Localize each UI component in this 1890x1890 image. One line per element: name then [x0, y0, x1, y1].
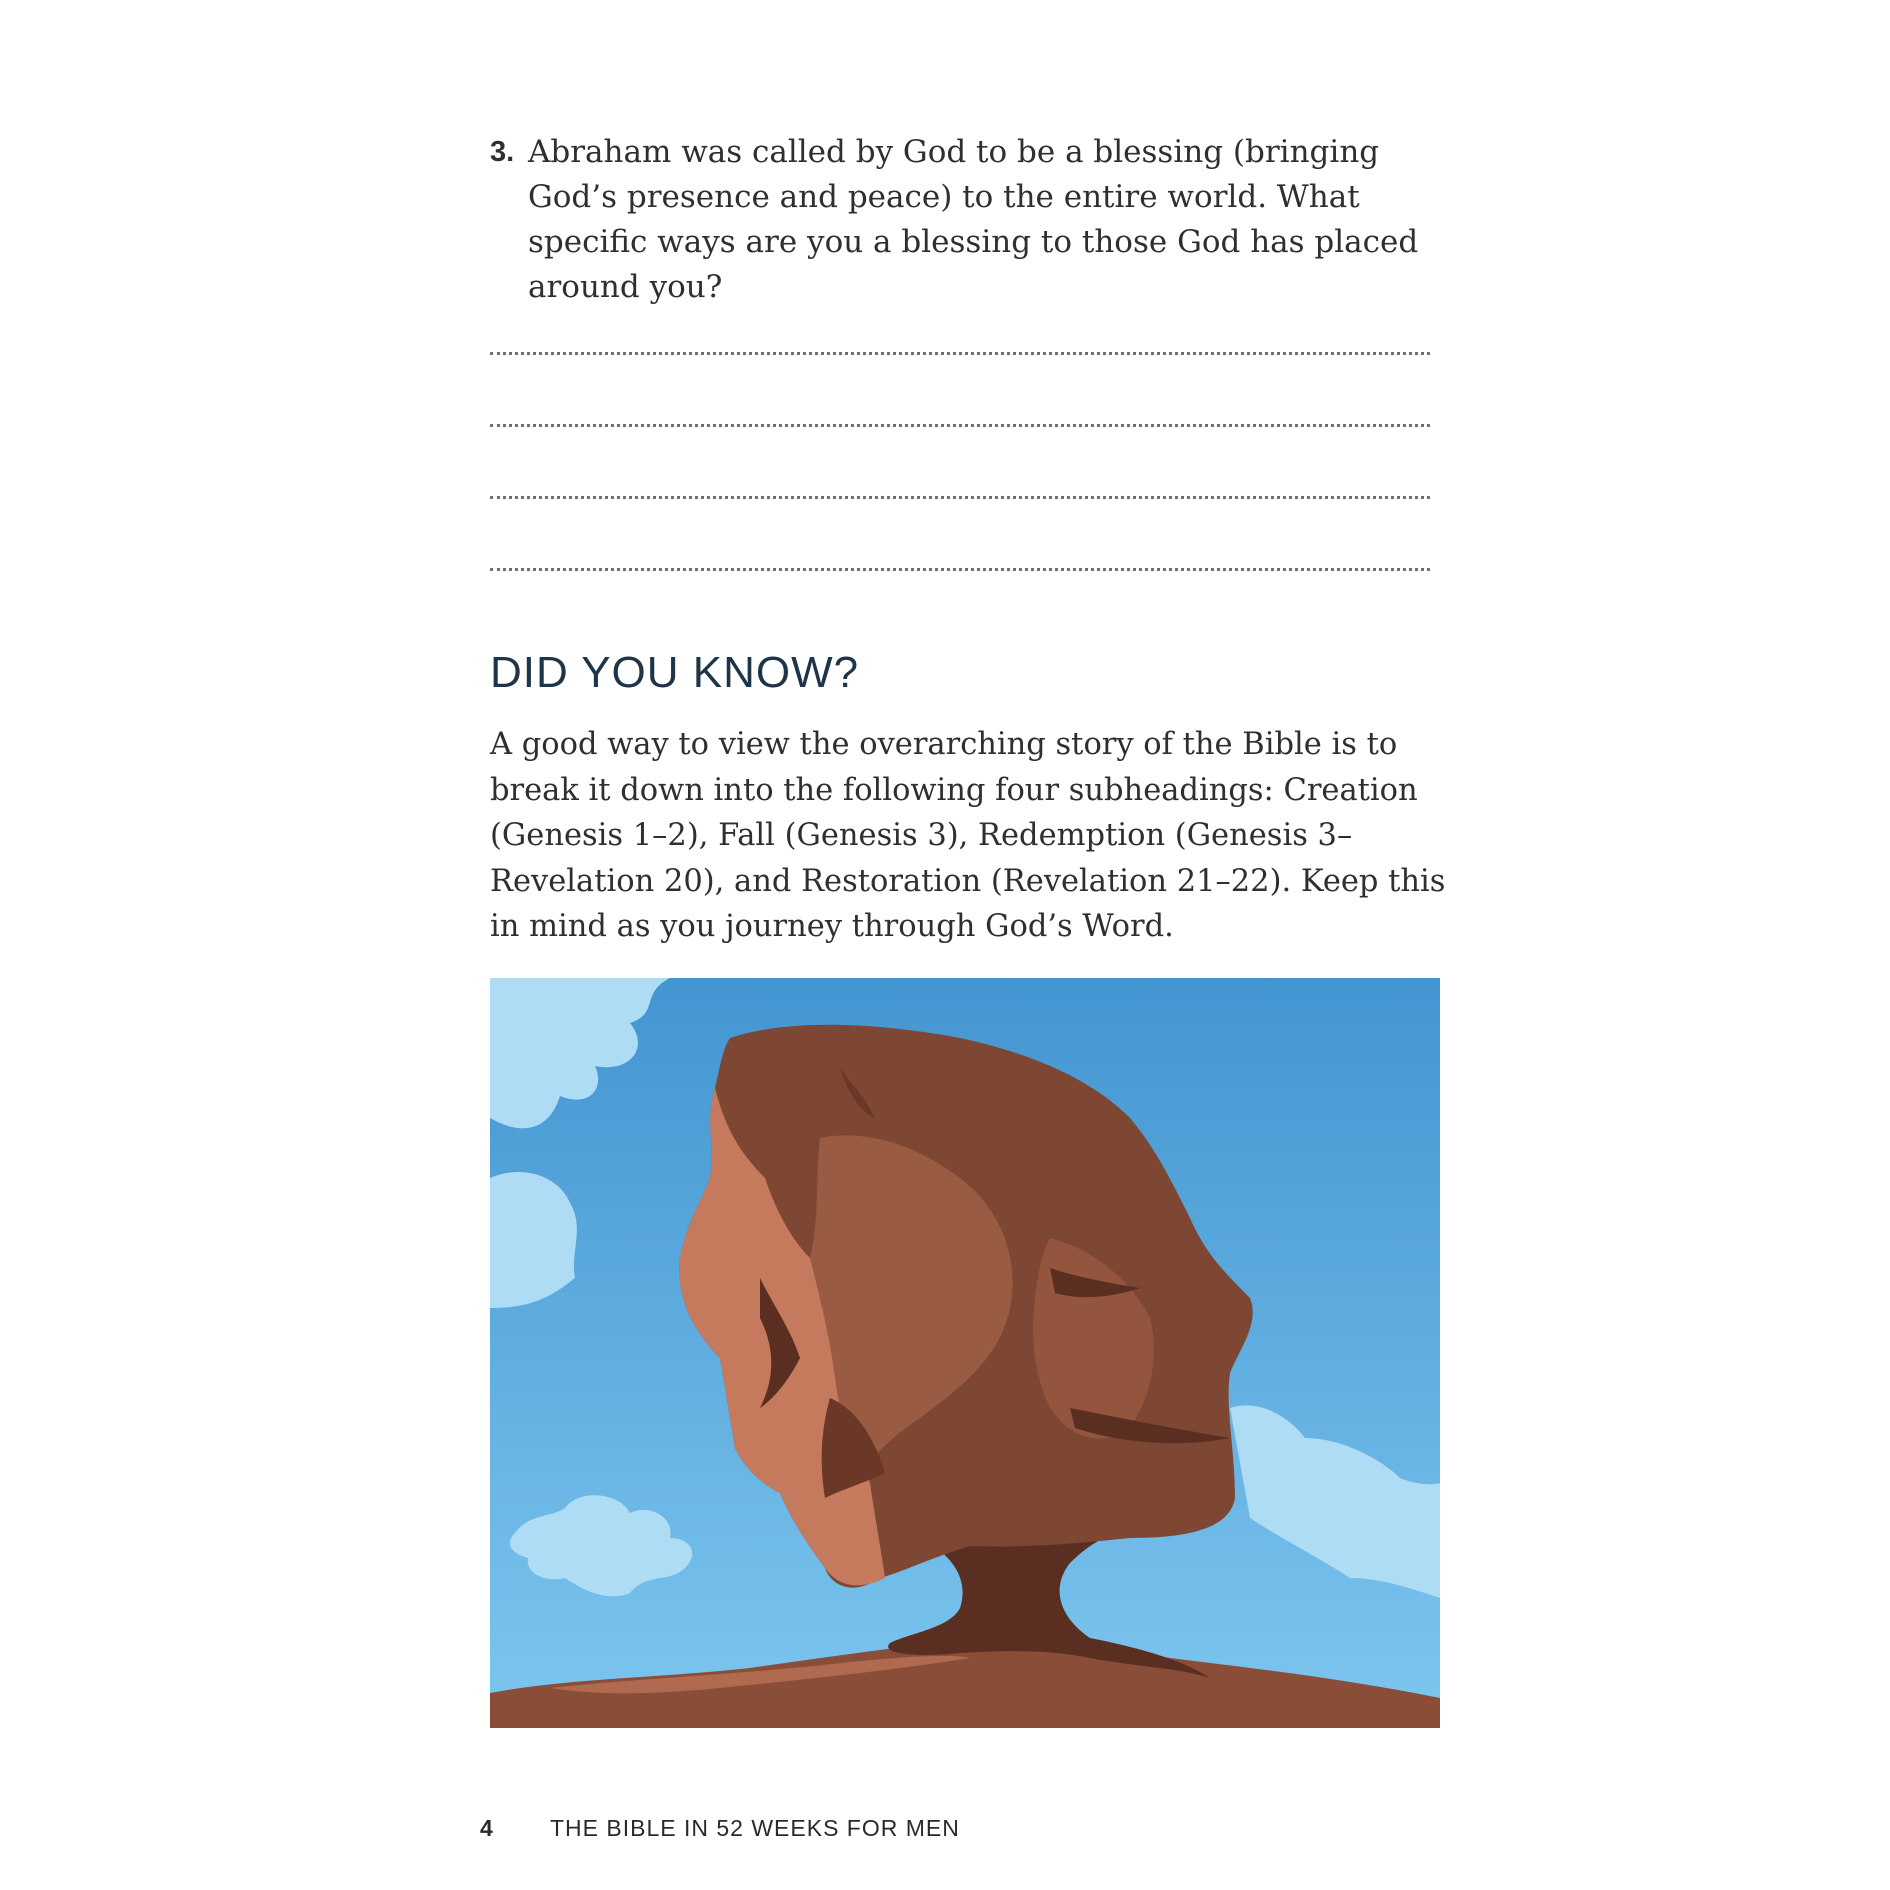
page-number: 4 [480, 1815, 494, 1841]
did-you-know-body: A good way to view the overarching story of the Bible is to break it down into the following four subheadings: Creation (Genesis 1–2), Fall (Genesis 3), Redemption (Genesis 3–Revelation 20), and Restoration (Revelation 21–22). Keep this in mind as you journey through God’s Word. [490, 727, 1446, 944]
balanced-rock-illustration [490, 978, 1440, 1728]
question-3 [490, 130, 1450, 310]
balanced-rock-icon [490, 978, 1440, 1728]
did-you-know-heading: DID YOU KNOW? [490, 648, 860, 697]
book-title: THE BIBLE IN 52 WEEKS FOR MEN [550, 1815, 960, 1841]
question-number: 3. [490, 136, 515, 168]
answer-line[interactable] [490, 496, 1430, 499]
answer-line[interactable] [490, 568, 1430, 571]
answer-line[interactable] [490, 424, 1430, 427]
question-text: Abraham was called by God to be a blessing (bringing God’s presence and peace) to the entire world. What specific ways are you a blessing to those God has placed around you? [528, 134, 1419, 305]
answer-line[interactable] [490, 352, 1430, 355]
